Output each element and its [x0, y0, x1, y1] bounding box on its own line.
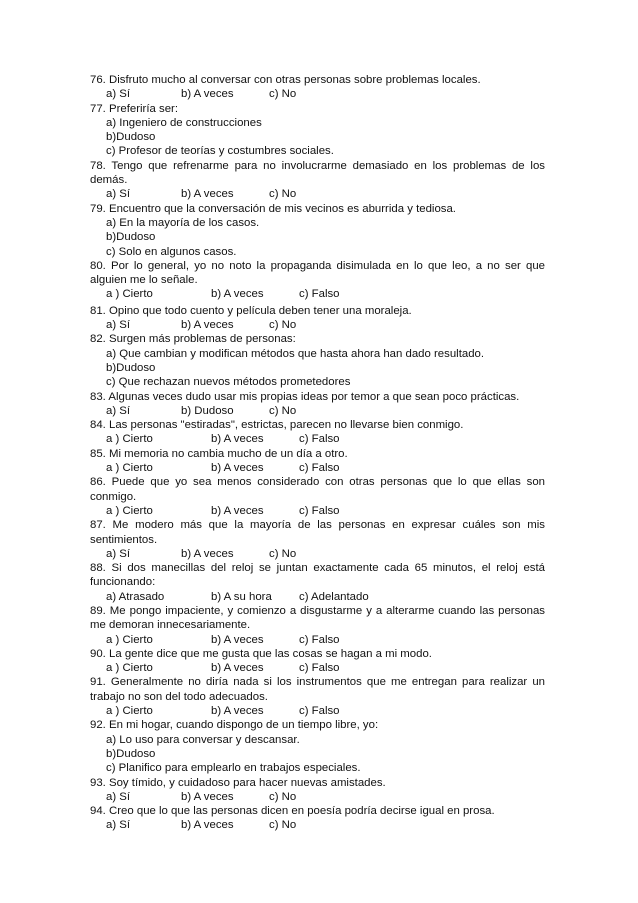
question-text: 78. Tengo que refrenarme para no involucrarme demasiado en los problemas de los demás. — [90, 159, 545, 187]
answer-options-row — [90, 461, 545, 475]
answer-option: a) Sí — [106, 547, 131, 560]
answer-option: a) Lo uso para conversar y descansar. — [106, 733, 300, 746]
answer-option: c) No — [269, 790, 297, 803]
question-block — [90, 304, 545, 333]
answer-options-row — [90, 187, 545, 201]
answer-options-row — [90, 661, 545, 675]
question-block — [90, 202, 545, 259]
answer-option: c) No — [269, 319, 297, 332]
answer-option: c) No — [269, 404, 297, 417]
answer-option: a) En la mayoría de los casos. — [106, 216, 260, 229]
question-text: 83. Algunas veces dudo usar mis propias ideas por temor a que sean poco prácticas. — [90, 390, 520, 403]
answer-option: c) Solo en algunos casos. — [106, 245, 237, 258]
answer-option: c) No — [269, 819, 297, 832]
question-text: 91. Generalmente no diría nada si los instrumentos que me entregan para realizar un trabajo no son del todo adecuados. — [90, 676, 545, 703]
question-block — [90, 418, 545, 447]
answer-option: b) A veces — [211, 705, 264, 718]
question-block — [90, 390, 545, 419]
answer-option: b) A veces — [181, 790, 234, 803]
answer-option: c) Falso — [299, 462, 340, 475]
answer-options-row — [90, 633, 545, 647]
answer-option: a ) Cierto — [106, 288, 153, 301]
answer-option: a) Que cambian y modifican métodos que hasta ahora han dado resultado. — [106, 347, 485, 360]
question-block — [90, 73, 545, 102]
answer-option: c) Que rechazan nuevos métodos prometedores — [106, 376, 351, 389]
question-text: 87. Me modero más que la mayoría de las personas en expresar cuáles son mis sentimientos. — [90, 519, 545, 546]
question-text: 77. Preferiría ser: — [90, 102, 178, 115]
answer-option: a ) Cierto — [106, 504, 153, 517]
answer-option: c) Falso — [299, 433, 340, 446]
answer-options-row — [90, 404, 545, 418]
answer-option: a) Atrasado — [106, 590, 165, 603]
answer-option: c) Falso — [299, 504, 340, 517]
answer-option: a) Sí — [106, 88, 131, 101]
question-text: 92. En mi hogar, cuando dispongo de un tiempo libre, yo: — [90, 719, 379, 732]
question-block — [90, 675, 545, 718]
answer-option: c) Falso — [299, 288, 340, 301]
question-block — [90, 561, 545, 604]
answer-options-row — [90, 790, 545, 804]
answer-option: a) Sí — [106, 404, 131, 417]
answer-option: b)Dudoso — [106, 361, 156, 374]
answer-option: a) Ingeniero de construcciones — [106, 116, 262, 129]
question-text: 82. Surgen más problemas de personas: — [90, 333, 296, 346]
answer-option: c) Falso — [299, 662, 340, 675]
answer-option: b) Dudoso — [181, 404, 234, 417]
question-block — [90, 332, 545, 389]
question-text: 80. Por lo general, yo no noto la propaganda disimulada en lo que leo, a no ser que alguien me lo señale. — [90, 259, 545, 287]
answer-option: a ) Cierto — [106, 662, 153, 675]
answer-option: b) A su hora — [211, 590, 272, 603]
answer-option: c) No — [269, 88, 297, 101]
answer-option: b) A veces — [211, 633, 264, 646]
answer-option: b) A veces — [211, 504, 264, 517]
answer-option: b) A veces — [211, 462, 264, 475]
answer-option: c) No — [269, 188, 297, 201]
answer-option: a ) Cierto — [106, 705, 153, 718]
answer-option: b) A veces — [181, 88, 234, 101]
answer-option: b) A veces — [181, 547, 234, 560]
answer-option: a ) Cierto — [106, 633, 153, 646]
question-block — [90, 102, 545, 159]
answer-options-row — [90, 504, 545, 518]
answer-option: b)Dudoso — [106, 131, 156, 144]
answer-options-row — [90, 704, 545, 718]
question-text: 79. Encuentro que la conversación de mis vecinos es aburrida y tediosa. — [90, 202, 456, 215]
answer-options-row — [90, 87, 545, 101]
answer-options-row — [90, 432, 545, 446]
answer-option: b) A veces — [181, 188, 234, 201]
question-block — [90, 718, 545, 775]
question-block — [90, 518, 545, 561]
answer-option: a ) Cierto — [106, 462, 153, 475]
answer-options-row — [90, 547, 545, 561]
answer-options-row — [90, 287, 545, 301]
question-text: 85. Mi memoria no cambia mucho de un día a otro. — [90, 447, 348, 460]
question-block — [90, 475, 545, 518]
question-text: 93. Soy tímido, y cuidadoso para hacer nuevas amistades. — [90, 776, 386, 789]
answer-options-row — [90, 318, 545, 332]
answer-option: b)Dudoso — [106, 747, 156, 760]
answer-option: b) A veces — [211, 288, 264, 301]
answer-option: c) No — [269, 547, 297, 560]
answer-option: b) A veces — [211, 433, 264, 446]
question-text: 90. La gente dice que me gusta que las cosas se hagan a mi modo. — [90, 647, 432, 660]
answer-option: c) Planifico para emplearlo en trabajos especiales. — [106, 762, 361, 775]
answer-option: a) Sí — [106, 188, 131, 201]
question-block — [90, 447, 545, 476]
question-block — [90, 647, 545, 676]
answer-options-row — [90, 818, 545, 832]
answer-option: a) Sí — [106, 819, 131, 832]
question-text: 89. Me pongo impaciente, y comienzo a disgustarme y a alterarme cuando las personas me demoran innecesariamente. — [90, 604, 545, 632]
question-text: 86. Puede que yo sea menos considerado con otras personas que lo que ellas son conmigo. — [90, 476, 545, 503]
question-block — [90, 776, 545, 805]
answer-option: a ) Cierto — [106, 433, 153, 446]
answer-option: c) Falso — [299, 705, 340, 718]
answer-options-row — [90, 590, 545, 604]
answer-option: b) A veces — [211, 662, 264, 675]
question-block — [90, 804, 545, 833]
answer-option: b) A veces — [181, 319, 234, 332]
question-block — [90, 604, 545, 647]
answer-option: a) Sí — [106, 790, 131, 803]
question-block — [90, 259, 545, 302]
questionnaire — [90, 73, 545, 833]
answer-option: c) Adelantado — [299, 590, 369, 603]
answer-option: a) Sí — [106, 319, 131, 332]
answer-option: b) A veces — [181, 819, 234, 832]
answer-option: c) Falso — [299, 633, 340, 646]
question-text: 88. Si dos manecillas del reloj se juntan exactamente cada 65 minutos, el reloj está funcionando: — [90, 562, 545, 589]
question-text: 81. Opino que todo cuento y película deben tener una moraleja. — [90, 304, 412, 317]
question-text: 84. Las personas "estiradas", estrictas, parecen no llevarse bien conmigo. — [90, 419, 464, 432]
question-text: 76. Disfruto mucho al conversar con otras personas sobre problemas locales. — [90, 74, 481, 86]
answer-option: b)Dudoso — [106, 231, 156, 244]
question-block — [90, 159, 545, 202]
question-text: 94. Creo que lo que las personas dicen en poesía podría decirse igual en prosa. — [90, 805, 495, 818]
answer-option: c) Profesor de teorías y costumbres sociales. — [106, 145, 334, 158]
